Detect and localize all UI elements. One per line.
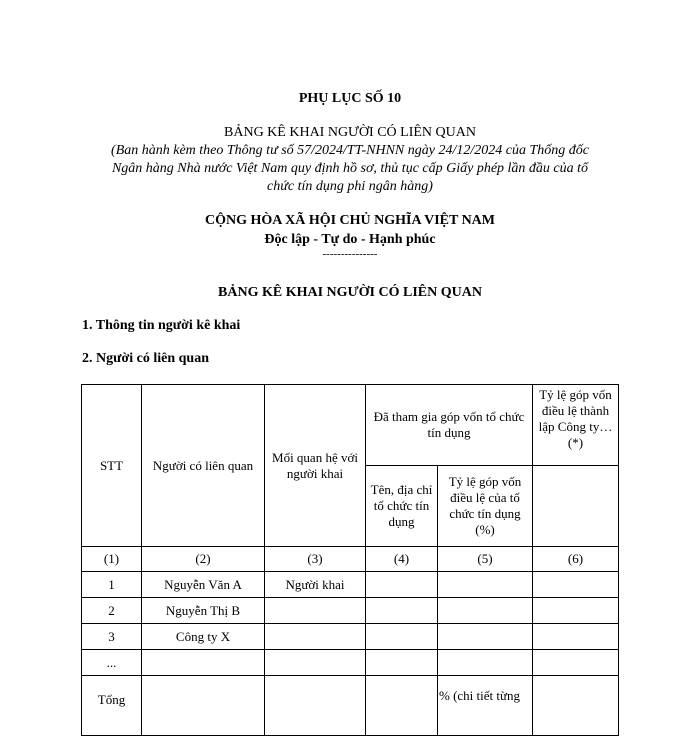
- national-title: CỘNG HÒA XÃ HỘI CHỦ NGHĨA VIỆT NAM: [204, 213, 495, 228]
- section-1-heading: 1. Thông tin người kê khai: [82, 318, 241, 333]
- total-row: [82, 676, 619, 736]
- row-cell: [533, 676, 619, 736]
- row-cell: [366, 650, 438, 676]
- col-number: (4): [366, 547, 438, 572]
- table-row: [82, 624, 619, 650]
- row-name: Công ty X: [142, 624, 265, 650]
- header-ci-capital-ratio: Tỷ lệ góp vốn điều lệ của tổ chức tín dụng (%): [438, 466, 533, 547]
- header-founding-ratio-blank: [533, 466, 619, 547]
- col-number: (6): [533, 547, 619, 572]
- header-participated: Đã tham gia góp vốn tổ chức tín dụng: [366, 385, 533, 466]
- issuance-note-line-3: chức tín dụng phi ngân hàng): [267, 179, 433, 194]
- header-stt: STT: [82, 385, 142, 547]
- table-row: [82, 598, 619, 624]
- row-cell: [366, 598, 438, 624]
- header-related-person: Người có liên quan: [142, 385, 265, 547]
- row-relationship: Người khai: [265, 572, 366, 598]
- row-cell: [533, 650, 619, 676]
- total-label: Tổng: [82, 676, 142, 736]
- row-cell: [438, 598, 533, 624]
- appendix-title: PHỤ LỤC SỐ 10: [298, 91, 402, 106]
- row-stt: 1: [82, 572, 142, 598]
- issuance-note-line-1: (Ban hành kèm theo Thông tư số 57/2024/TT-NHNN ngày 24/12/2024 của Thống đốc: [111, 143, 589, 158]
- col-number: (2): [142, 547, 265, 572]
- row-name: [142, 650, 265, 676]
- row-cell: [366, 676, 438, 736]
- declaration-title: BẢNG KÊ KHAI NGƯỜI CÓ LIÊN QUAN: [218, 285, 482, 300]
- header-relationship: Mối quan hệ với người khai: [265, 385, 366, 547]
- col-number: (1): [82, 547, 142, 572]
- col-number: (3): [265, 547, 366, 572]
- row-cell: [142, 676, 265, 736]
- form-title: BẢNG KÊ KHAI NGƯỜI CÓ LIÊN QUAN: [224, 125, 476, 140]
- row-cell: [366, 624, 438, 650]
- row-name: Nguyễn Văn A: [142, 572, 265, 598]
- separator: ---------------: [322, 248, 378, 260]
- row-cell: [533, 624, 619, 650]
- row-cell: [438, 650, 533, 676]
- row-relationship: [265, 650, 366, 676]
- row-cell: [438, 624, 533, 650]
- table-row: [82, 650, 619, 676]
- row-name: Nguyễn Thị B: [142, 598, 265, 624]
- header-ci-name-address: Tên, địa chỉ tổ chức tín dụng: [366, 466, 438, 547]
- total-col5: % (chi tiết từng: [438, 676, 533, 736]
- row-stt: 3: [82, 624, 142, 650]
- issuance-note-line-2: Ngân hàng Nhà nước Việt Nam quy định hồ sơ, thủ tục cấp Giấy phép lần đầu của tổ: [111, 161, 589, 176]
- header-founding-ratio: Tỷ lệ góp vốn điều lệ thành lập Công ty…(*): [533, 385, 619, 466]
- row-cell: [438, 572, 533, 598]
- column-number-row: [82, 547, 619, 572]
- col-number: (5): [438, 547, 533, 572]
- row-stt: ...: [82, 650, 142, 676]
- row-cell: [533, 572, 619, 598]
- related-persons-table: [81, 384, 619, 736]
- row-cell: [265, 676, 366, 736]
- row-stt: 2: [82, 598, 142, 624]
- section-2-heading: 2. Người có liên quan: [82, 351, 210, 366]
- row-relationship: [265, 598, 366, 624]
- table-row: [82, 572, 619, 598]
- motto: Độc lập - Tự do - Hạnh phúc: [264, 232, 436, 247]
- row-cell: [533, 598, 619, 624]
- row-relationship: [265, 624, 366, 650]
- row-cell: [366, 572, 438, 598]
